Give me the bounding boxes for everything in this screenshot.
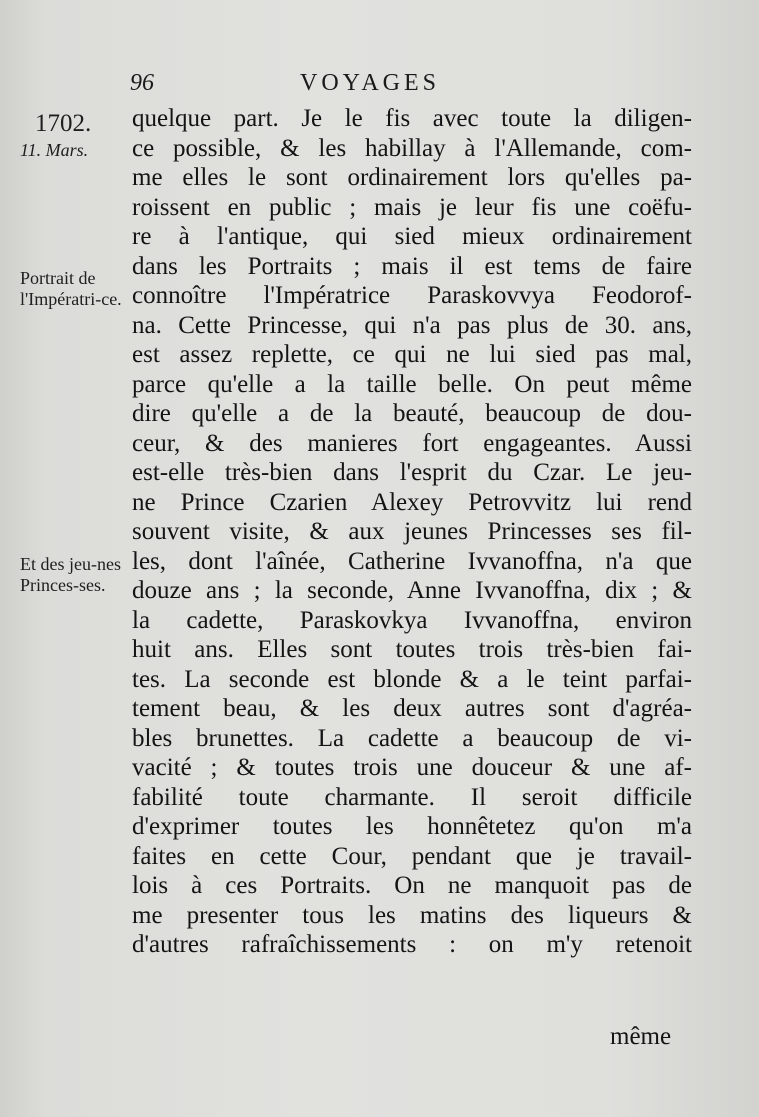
- text-line: roissent en public ; mais je leur fis une coëfu-: [132, 193, 692, 221]
- text-line: dire qu'elle a de la beauté, beaucoup de dou-: [132, 400, 692, 427]
- text-line: est-elle très-bien dans l'esprit du Czar. Le jeu-: [132, 459, 692, 486]
- text-line: tement beau, & les deux autres sont d'agréa-: [132, 695, 692, 722]
- text-line: la cadette, Paraskovkya Ivvanoffna, environ: [132, 606, 692, 634]
- text-line: est assez replette, ce qui ne lui sied pas mal,: [132, 341, 692, 368]
- catchword: même: [610, 1023, 672, 1050]
- text-line: souvent visite, & aux jeunes Princesses ses fil-: [132, 518, 692, 545]
- text-line: parce qu'elle a la taille belle. On peut même: [132, 370, 692, 398]
- text-line: ceur, & des manieres fort engageantes. Aussi: [132, 429, 692, 457]
- text-line: lois à ces Portraits. On ne manquoit pas de: [132, 872, 692, 899]
- text-line: d'exprimer toutes les honnêtetez qu'on m'a: [132, 813, 692, 840]
- text-line: quelque part. Je le fis avec toute la diligen-: [132, 105, 692, 132]
- text-line: na. Cette Princesse, qui n'a pas plus de 30. ans,: [132, 311, 692, 339]
- text-line: me presenter tous les matins des liqueurs &: [132, 901, 692, 929]
- body-text: [132, 104, 692, 960]
- text-line: huit ans. Elles sont toutes trois très-bien fai-: [132, 636, 692, 663]
- text-line: re à l'antique, qui sied mieux ordinairement: [132, 223, 692, 250]
- page-number: 96: [130, 70, 154, 96]
- page-header: [130, 70, 690, 100]
- text-line: d'autres rafraîchissements : on m'y retenoit: [132, 931, 692, 958]
- text-line: dans les Portraits ; mais il est tems de faire: [132, 252, 692, 280]
- text-line: les, dont l'aînée, Catherine Ivvanoffna, n'a que: [132, 547, 692, 575]
- running-title: VOYAGES: [300, 70, 441, 96]
- text-line: vacité ; & toutes trois une douceur & une af-: [132, 754, 692, 781]
- margin-date: 11. Mars.: [20, 140, 89, 160]
- margin-note-princesses: Et des jeu-nes Princes-ses.: [20, 554, 121, 595]
- text-line: douze ans ; la seconde, Anne Ivvanoffna, dix ; &: [132, 577, 692, 604]
- margin-year: 1702.: [35, 110, 92, 137]
- text-line: bles brunettes. La cadette a beaucoup de vi-: [132, 724, 692, 752]
- margin-note-portrait: Portrait de l'Impératri-ce.: [20, 268, 122, 309]
- text-line: fabilité toute charmante. Il seroit difficile: [132, 783, 692, 811]
- text-line: ne Prince Czarien Alexey Petrovvitz lui rend: [132, 488, 692, 516]
- text-line: connoître l'Impératrice Paraskovvya Feodorof-: [132, 282, 692, 309]
- text-line: ce possible, & les habillay à l'Allemande, com-: [132, 134, 692, 162]
- text-line: me elles le sont ordinairement lors qu'elles pa-: [132, 164, 692, 191]
- text-line: faites en cette Cour, pendant que je travail-: [132, 842, 692, 870]
- text-line: tes. La seconde est blonde & a le teint parfai-: [132, 665, 692, 693]
